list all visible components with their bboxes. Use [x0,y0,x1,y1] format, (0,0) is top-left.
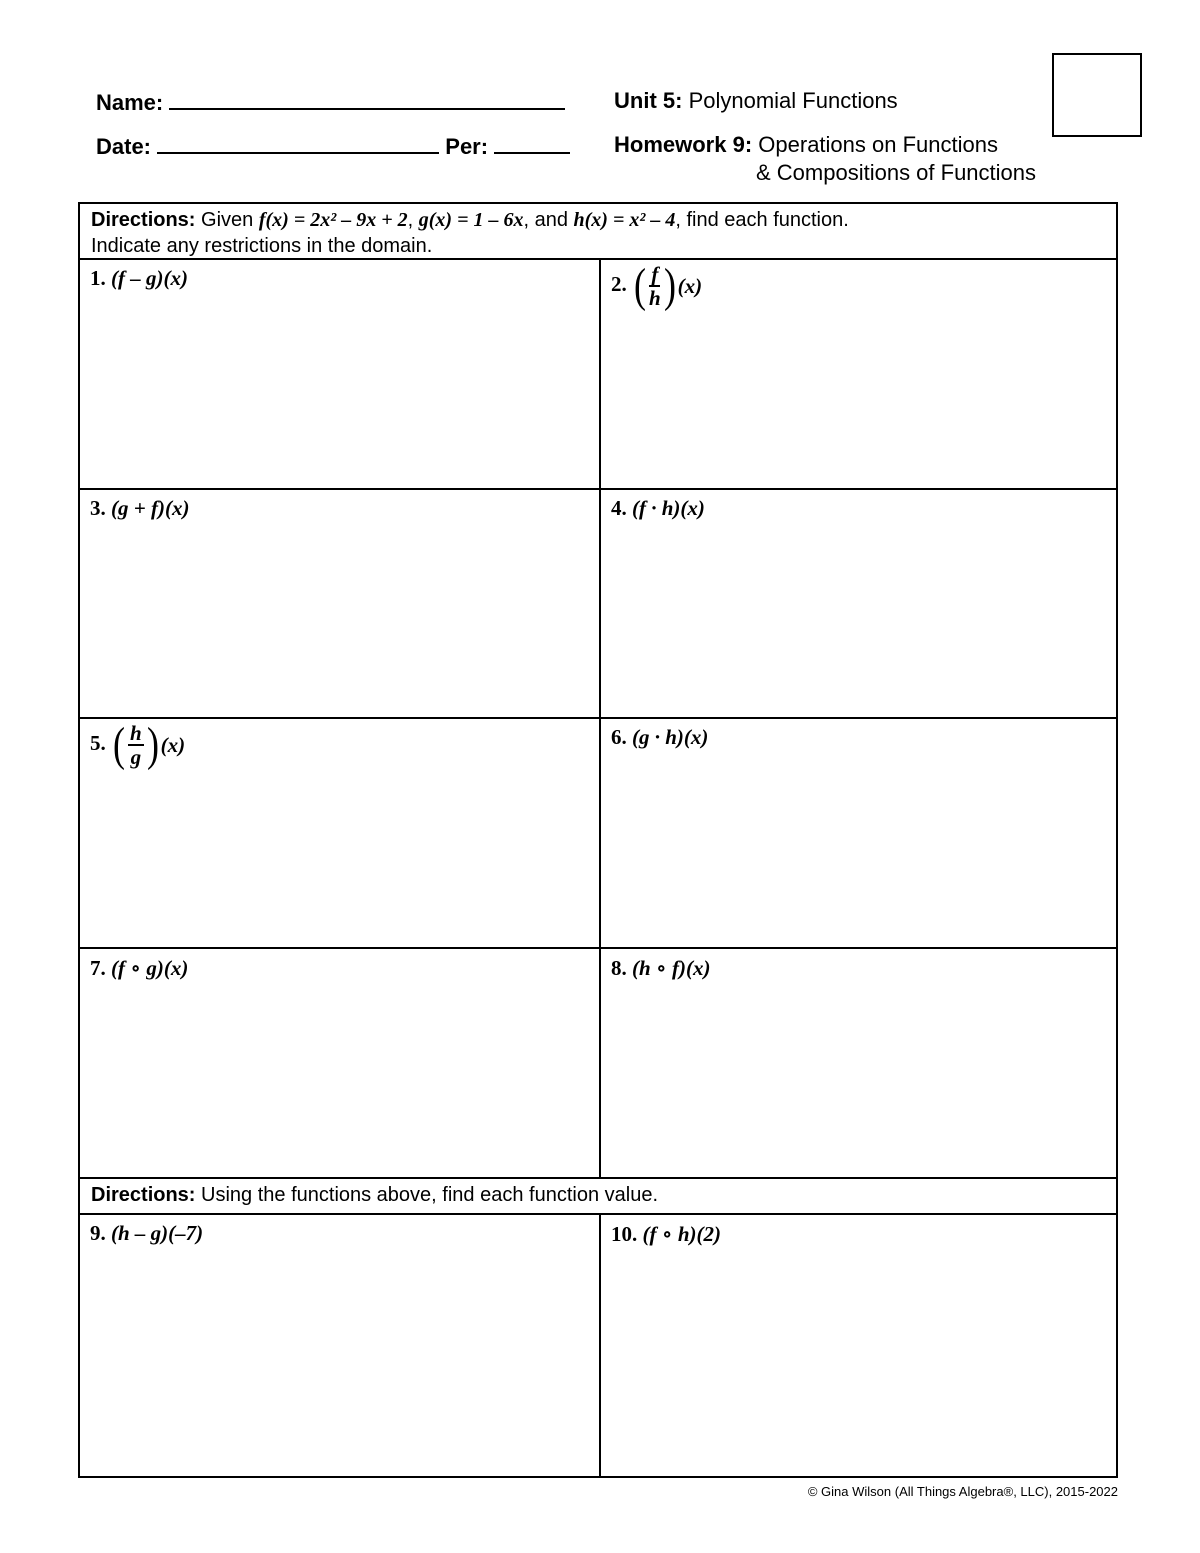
homework-heading [614,132,998,158]
directions-row-2 [80,1179,1116,1215]
directions-and: , and [523,209,568,231]
problem-7-expression: (f ∘ g)(x) [111,956,189,980]
problem-3-expression: (g + f)(x) [111,496,190,520]
copyright-footer: © Gina Wilson (All Things Algebra®, LLC), 2015-2022 [807,1484,1118,1499]
problem-2 [611,259,703,312]
right-paren-icon: ) [146,718,159,771]
directions-tail: , find each function. [675,209,849,231]
problem-10-expression: (f ∘ h)(2) [642,1222,722,1246]
problem-5-denominator: g [130,745,142,769]
directions-label-1: Directions: [91,209,196,231]
problem-9-number: 9. [90,1221,106,1245]
problem-row-4 [80,949,1116,1179]
per-blank[interactable] [494,132,570,154]
problem-9-cell[interactable] [80,1215,601,1478]
problem-row-2 [80,490,1116,719]
left-paren-icon: ( [112,718,125,771]
problem-8-number: 8. [611,956,627,980]
problem-3 [90,496,189,521]
problem-5 [90,718,186,771]
directions-row-1: Directions: Given f(x) = 2x² – 9x + 2, g(x) = 1 – 6x, and h(x) = x² – 4, find each function. Indicate any restrictions in the domain. [80,204,1116,260]
problem-9 [90,1221,203,1246]
problem-5-number: 5. [90,730,106,755]
homework-title-line1: Operations on Functions [758,132,998,157]
problem-4-cell[interactable] [601,490,1116,717]
directions-line2: Indicate any restrictions in the domain. [91,235,433,257]
problem-1 [90,266,188,291]
per-label: Per: [445,134,489,159]
problem-row-1 [80,260,1116,490]
name-label: Name: [96,90,164,115]
problem-7-number: 7. [90,956,106,980]
problem-10 [611,1221,721,1247]
problem-2-number: 2. [611,271,627,296]
problem-1-cell[interactable] [80,260,601,488]
problem-2-tail: (x) [677,273,703,298]
problem-5-cell[interactable] [80,719,601,947]
problem-6 [611,725,708,750]
problem-2-numerator: f [651,262,659,286]
problem-6-cell[interactable] [601,719,1116,947]
f-definition: f(x) = 2x² – 9x + 2 [258,209,408,231]
problem-2-denominator: h [648,286,661,310]
directions-given: Given [201,209,254,231]
problem-7-cell[interactable] [80,949,601,1177]
name-blank[interactable] [169,88,565,110]
problem-2-cell[interactable] [601,260,1116,488]
score-box[interactable] [1052,53,1142,137]
problem-6-expression: (g · h)(x) [632,725,709,749]
problem-1-number: 1. [90,266,106,290]
fraction [128,722,144,768]
date-label: Date: [96,134,152,159]
problem-5-fraction [111,718,186,771]
problem-8-cell[interactable] [601,949,1116,1177]
problem-4-number: 4. [611,496,627,520]
date-blank[interactable] [157,132,439,154]
problem-5-tail: (x) [160,732,186,757]
problem-2-fraction [632,259,703,312]
g-definition: g(x) = 1 – 6x [418,209,524,231]
problem-10-cell[interactable] [601,1215,1116,1478]
h-definition: h(x) = x² – 4 [573,209,676,231]
name-field [96,88,565,116]
problem-row-5 [80,1215,1116,1478]
unit-title: Polynomial Functions [688,88,898,113]
homework-title-line2: & Compositions of Functions [756,160,1037,185]
problem-3-cell[interactable] [80,490,601,717]
unit-heading [614,88,898,114]
directions-text-2: Using the functions above, find each function value. [201,1184,658,1206]
left-paren-icon: ( [633,259,646,312]
unit-label: Unit 5: [614,88,683,113]
worksheet-grid [78,202,1118,1478]
directions-label-2: Directions: [91,1184,196,1206]
problem-1-expression: (f – g)(x) [111,266,188,290]
problem-6-number: 6. [611,725,627,749]
problem-9-expression: (h – g)(–7) [111,1221,204,1245]
problem-8-expression: (h ∘ f)(x) [632,956,711,980]
problem-10-number: 10. [611,1222,638,1246]
problem-4-expression: (f · h)(x) [632,496,705,520]
problem-3-number: 3. [90,496,106,520]
problem-5-numerator: h [129,721,142,745]
right-paren-icon: ) [663,259,676,312]
date-field [96,132,570,160]
problem-8 [611,955,711,981]
problem-4 [611,496,705,521]
homework-label: Homework 9: [614,132,753,157]
problem-7 [90,955,188,981]
fraction [649,263,661,309]
problem-row-3 [80,719,1116,949]
